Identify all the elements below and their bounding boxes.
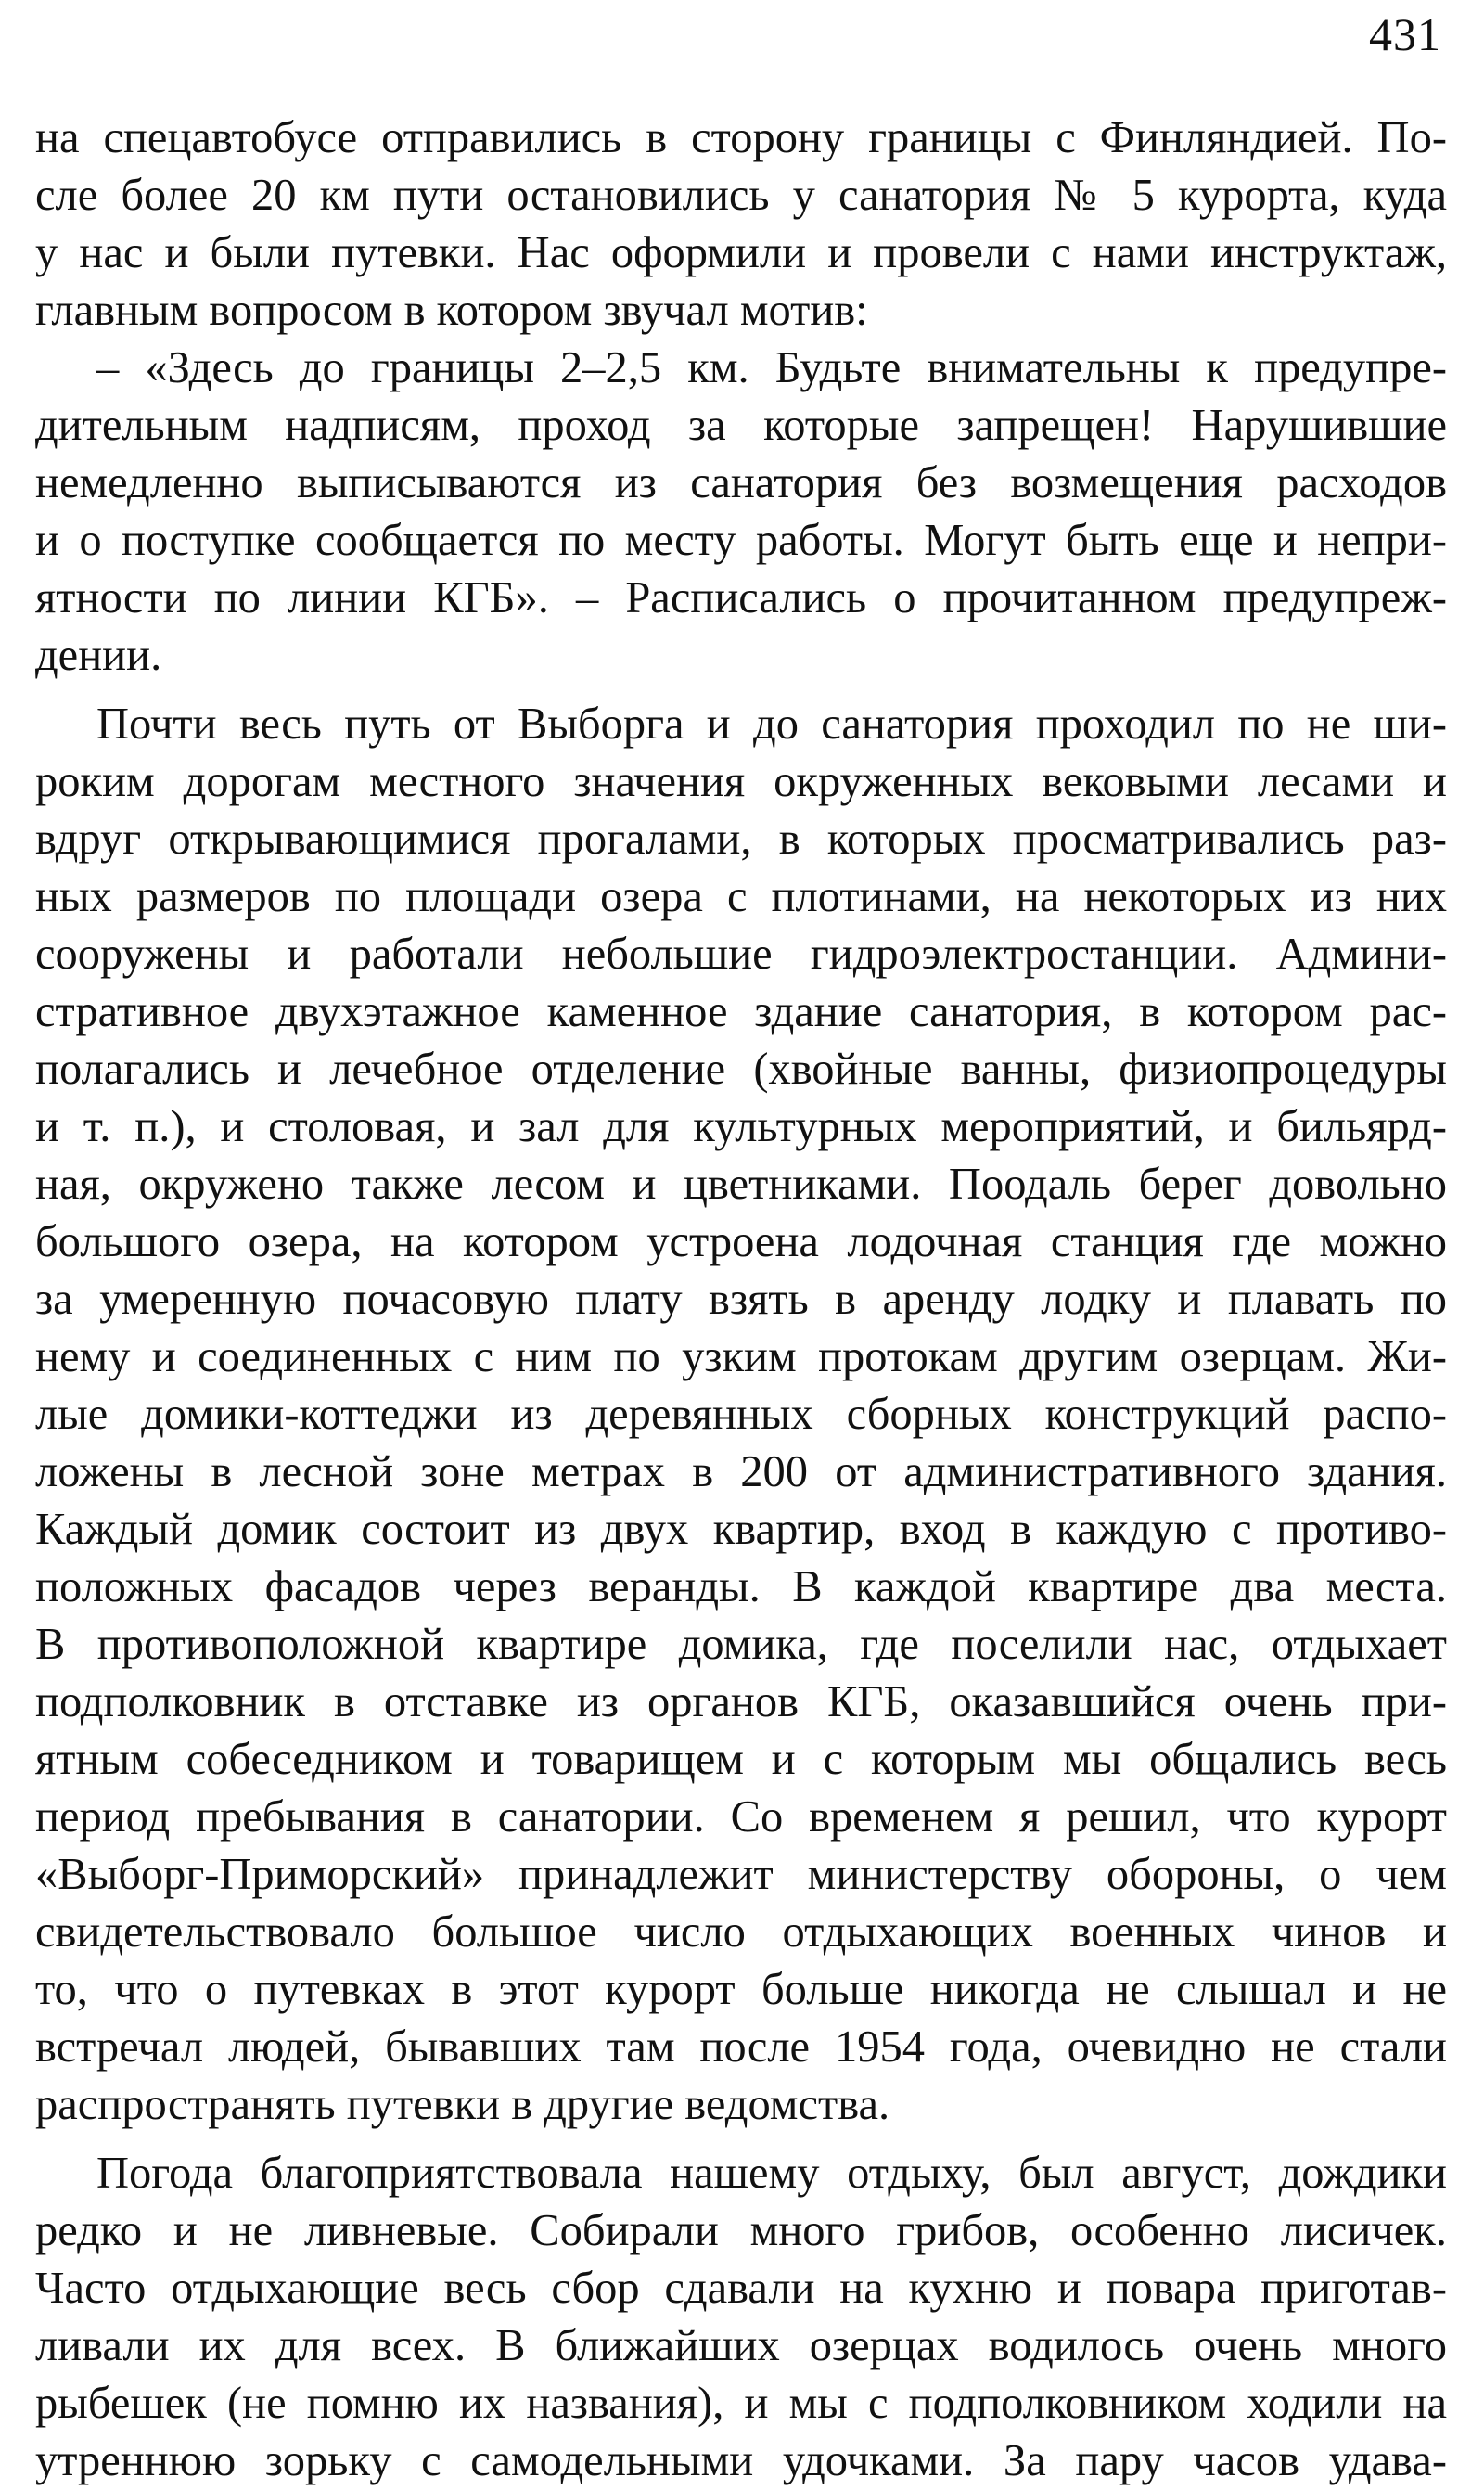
text-line: то, что о путевках в этот курорт больше никогда не слышал и не — [35, 1965, 1447, 2014]
text-line: В противоположной квартире домика, где поселили нас, отдыхает — [35, 1620, 1447, 1669]
paragraph-spacer — [35, 685, 1447, 696]
text-line: утреннюю зорьку с самодельными удочками. За пару часов удава- — [35, 2436, 1447, 2485]
text-line: и о поступке сообщается по месту работы. Могут быть еще и непри- — [35, 516, 1447, 565]
text-line: большого озера, на котором устроена лодочная станция где можно — [35, 1217, 1447, 1266]
text-line: ятности по линии КГБ». – Расписались о прочитанном предупреж- — [35, 573, 1447, 622]
text-line: и т. п.), и столовая, и зал для культурных мероприятий, и бильярд- — [35, 1102, 1447, 1151]
text-line: рыбешек (не помню их названия), и мы с подполковником ходили на — [35, 2379, 1447, 2428]
text-line: на спецавтобусе отправились в сторону границы с Финляндией. По- — [35, 113, 1447, 162]
text-line: ных размеров по площади озера с плотинами, на некоторых из них — [35, 872, 1447, 921]
text-line: стративное двухэтажное каменное здание санатория, в котором рас- — [35, 987, 1447, 1036]
text-line: свидетельствовало большое число отдыхающих военных чинов и — [35, 1907, 1447, 1957]
text-line: дении. — [35, 631, 162, 680]
text-line: за умеренную почасовую плату взять в аренду лодку и плавать по — [35, 1275, 1447, 1324]
text-line: полагались и лечебное отделение (хвойные ванны, физиопроцедуры — [35, 1045, 1447, 1094]
text-line: встречал людей, бывавших там после 1954 года, очевидно не стали — [35, 2022, 1447, 2072]
text-line: распространять путевки в другие ведомства. — [35, 2080, 890, 2129]
text-line: период пребывания в санатории. Со временем я решил, что курорт — [35, 1792, 1447, 1842]
page-number: 431 — [1369, 8, 1441, 60]
paragraph-spacer — [35, 2134, 1447, 2145]
text-line: ная, окружено также лесом и цветниками. Поодаль берег довольно — [35, 1160, 1447, 1209]
text-line: Почти весь путь от Выборга и до санатория проходил по не ши- — [96, 700, 1447, 749]
text-line: у нас и были путевки. Нас оформили и провели с нами инструктаж, — [35, 228, 1447, 277]
text-line: ливали их для всех. В ближайших озерцах водилось очень много — [35, 2321, 1447, 2370]
text-line: нему и соединенных с ним по узким протокам другим озерцам. Жи- — [35, 1332, 1447, 1381]
text-line: Погода благоприятствовала нашему отдыху, был август, дождики — [96, 2149, 1447, 2198]
text-line: редко и не ливневые. Собирали много грибов, особенно лисичек. — [35, 2206, 1447, 2255]
text-line: – «Здесь до границы 2–2,5 км. Будьте внимательны к предупре- — [96, 343, 1447, 392]
text-line: «Выборг-Приморский» принадлежит министерству обороны, о чем — [35, 1850, 1447, 1899]
body-text — [35, 109, 1447, 2490]
paragraph — [35, 696, 1447, 2134]
text-line: Каждый домик состоит из двух квартир, вход в каждую с противо- — [35, 1505, 1447, 1554]
paragraph — [35, 340, 1447, 685]
text-line: Часто отдыхающие весь сбор сдавали на кухню и повара приготав- — [35, 2264, 1447, 2313]
text-line: роким дорогам местного значения окруженных вековыми лесами и — [35, 757, 1447, 806]
text-line: главным вопросом в котором звучал мотив: — [35, 286, 868, 335]
paragraph — [35, 2145, 1447, 2490]
text-line: сооружены и работали небольшие гидроэлектростанции. Админи- — [35, 930, 1447, 979]
paragraph — [35, 109, 1447, 340]
text-line: ятным собеседником и товарищем и с которым мы общались весь — [35, 1735, 1447, 1784]
text-line: ложены в лесной зоне метрах в 200 от административного здания. — [35, 1447, 1447, 1496]
text-line: положных фасадов через веранды. В каждой квартире два места. — [35, 1562, 1447, 1611]
text-line: дительным надписям, проход за которые запрещен! Нарушившие — [35, 401, 1447, 450]
text-line: вдруг открывающимися прогалами, в которых просматривались раз- — [35, 815, 1447, 864]
text-line: подполковник в отставке из органов КГБ, оказавшийся очень при- — [35, 1677, 1447, 1726]
text-line: лые домики-коттеджи из деревянных сборных конструкций распо- — [35, 1390, 1447, 1439]
text-line: немедленно выписываются из санатория без возмещения расходов — [35, 458, 1447, 507]
text-line: сле более 20 км пути остановились у санатория № 5 курорта, куда — [35, 171, 1447, 220]
